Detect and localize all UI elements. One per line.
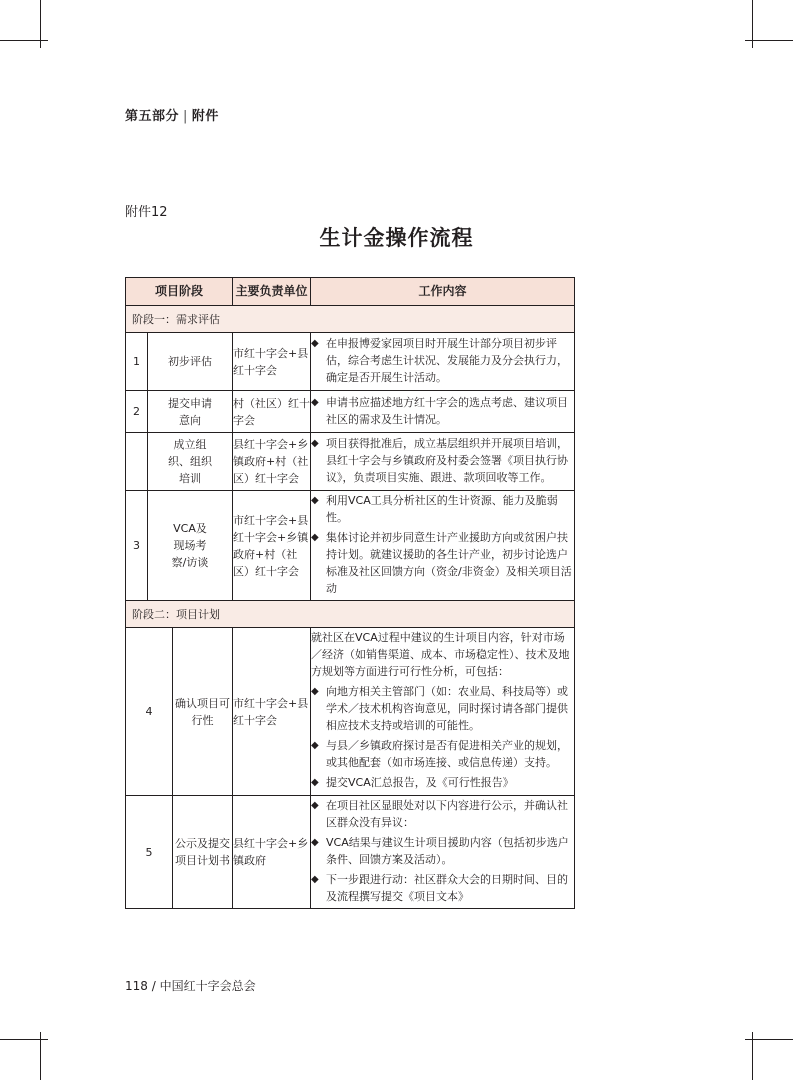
stage-row — [126, 306, 575, 333]
work-content — [311, 333, 575, 391]
bullet-text: 申请书应描述地方红十字会的选点考虑、建议项目社区的需求及生计情况。 — [326, 395, 569, 426]
table-row — [126, 391, 575, 433]
responsible-unit: 县红十字会+乡镇政府 — [233, 796, 311, 909]
page-footer: 118 / 中国红十字会总会 — [125, 979, 256, 993]
list-item — [311, 492, 574, 526]
phase-name: 确认项目可行性 — [173, 628, 233, 796]
crop-mark — [745, 1039, 793, 1040]
phase-name: 提交申请意向 — [148, 391, 233, 433]
bullet-text: 集体讨论并初步同意生计产业援助方向或贫困户扶持计划。就建议援助的各生计产业，初步讨论选户标准及社区回馈方向（资金/非资金）及相关项目活动 — [326, 531, 572, 595]
list-item — [311, 435, 574, 486]
diamond-bullet-icon: ◆ — [311, 740, 319, 751]
list-item — [311, 394, 574, 428]
responsible-unit: 市红十字会+县红十字会 — [233, 628, 311, 796]
phase-name: VCA及现场考察/访谈 — [148, 491, 233, 601]
header-separator: | — [183, 109, 188, 124]
stage-label: 阶段二：项目计划 — [126, 601, 575, 628]
section-label: 附件 — [191, 109, 219, 124]
stage-label: 阶段一：需求评估 — [126, 306, 575, 333]
table-header-row — [126, 278, 575, 306]
stage-row — [126, 601, 575, 628]
step-number: 4 — [126, 628, 173, 796]
step-number — [126, 433, 148, 491]
appendix-number: 附件12 — [125, 205, 168, 220]
table-row — [126, 796, 575, 909]
phase-name: 成立组织、组织培训 — [148, 433, 233, 491]
bullet-text: 提交VCA汇总报告，及《可行性报告》 — [326, 776, 514, 789]
work-content — [311, 491, 575, 601]
list-item — [311, 335, 574, 386]
crop-mark — [745, 40, 793, 41]
list-item — [311, 797, 574, 831]
list-item — [311, 774, 574, 791]
responsible-unit: 县红十字会+乡镇政府+村（社区）红十字会 — [233, 433, 311, 491]
bullet-text: 下一步跟进行动：社区群众大会的日期时间、目的及流程撰写提交《项目文本》 — [326, 873, 569, 903]
diamond-bullet-icon: ◆ — [311, 532, 319, 543]
diamond-bullet-icon: ◆ — [311, 338, 319, 349]
list-item — [311, 834, 574, 868]
diamond-bullet-icon: ◆ — [311, 686, 319, 697]
diamond-bullet-icon: ◆ — [311, 837, 319, 848]
table-row — [126, 628, 575, 796]
list-item — [311, 871, 574, 905]
diamond-bullet-icon: ◆ — [311, 438, 319, 449]
crop-mark — [0, 1039, 48, 1040]
page-title: 生计金操作流程 — [319, 226, 474, 250]
step-number: 1 — [126, 333, 148, 391]
work-intro: 就社区在VCA过程中建议的生计项目内容，针对市场／经济（如销售渠道、成本、市场稳定性）、技术及地方规划等方面进行可行性分析，可包括： — [311, 631, 570, 678]
step-number: 5 — [126, 796, 173, 909]
column-header: 主要负责单位 — [233, 278, 311, 306]
table-row — [126, 433, 575, 491]
table-row — [126, 333, 575, 391]
process-table — [125, 277, 575, 909]
diamond-bullet-icon: ◆ — [311, 874, 319, 885]
step-number: 2 — [126, 391, 148, 433]
diamond-bullet-icon: ◆ — [311, 396, 319, 408]
phase-name: 初步评估 — [148, 333, 233, 391]
bullet-text: 利用VCA工具分析社区的生计资源、能力及脆弱性。 — [326, 494, 558, 524]
running-header — [125, 105, 219, 124]
work-content — [311, 391, 575, 433]
phase-name: 公示及提交项目计划书 — [173, 796, 233, 909]
bullet-text: 在申报博爱家园项目时开展生计部分项目初步评估，综合考虑生计状况、发展能力及分会执行力，确定是否开展生计活动。 — [326, 337, 569, 384]
diamond-bullet-icon: ◆ — [311, 800, 319, 811]
list-item — [311, 737, 574, 771]
work-content — [311, 628, 575, 796]
table-row — [126, 491, 575, 601]
bullet-text: 向地方相关主管部门（如：农业局、科技局等）或学术／技术机构咨询意见，同时探讨请各部门提供相应技术支持或培训的可能性。 — [326, 685, 569, 732]
diamond-bullet-icon: ◆ — [311, 495, 319, 506]
diamond-bullet-icon: ◆ — [311, 777, 319, 788]
bullet-text: 在项目社区显眼处对以下内容进行公示，并确认社区群众没有异议： — [326, 799, 569, 829]
list-item — [311, 529, 574, 597]
column-header: 项目阶段 — [126, 278, 233, 306]
list-item — [311, 683, 574, 734]
work-content — [311, 433, 575, 491]
bullet-text: 项目获得批准后，成立基层组织并开展项目培训，县红十字会与乡镇政府及村委会签署《项目执行协议》，负责项目实施、跟进、款项回收等工作。 — [326, 437, 569, 484]
responsible-unit: 市红十字会+县红十字会 — [233, 333, 311, 391]
column-header: 工作内容 — [311, 278, 575, 306]
work-content — [311, 796, 575, 909]
bullet-text: 与县／乡镇政府探讨是否有促进相关产业的规划，或其他配套（如市场连接、或信息传递）支持。 — [326, 739, 569, 769]
step-number: 3 — [126, 491, 148, 601]
bullet-text: VCA结果与建议生计项目援助内容（包括初步选户条件、回馈方案及活动）。 — [326, 836, 569, 866]
crop-mark — [0, 40, 48, 41]
responsible-unit: 市红十字会+县红十字会+乡镇政府+村（社区）红十字会 — [233, 491, 311, 601]
part-label: 第五部分 — [125, 109, 180, 124]
responsible-unit: 村（社区）红十字会 — [233, 391, 311, 433]
